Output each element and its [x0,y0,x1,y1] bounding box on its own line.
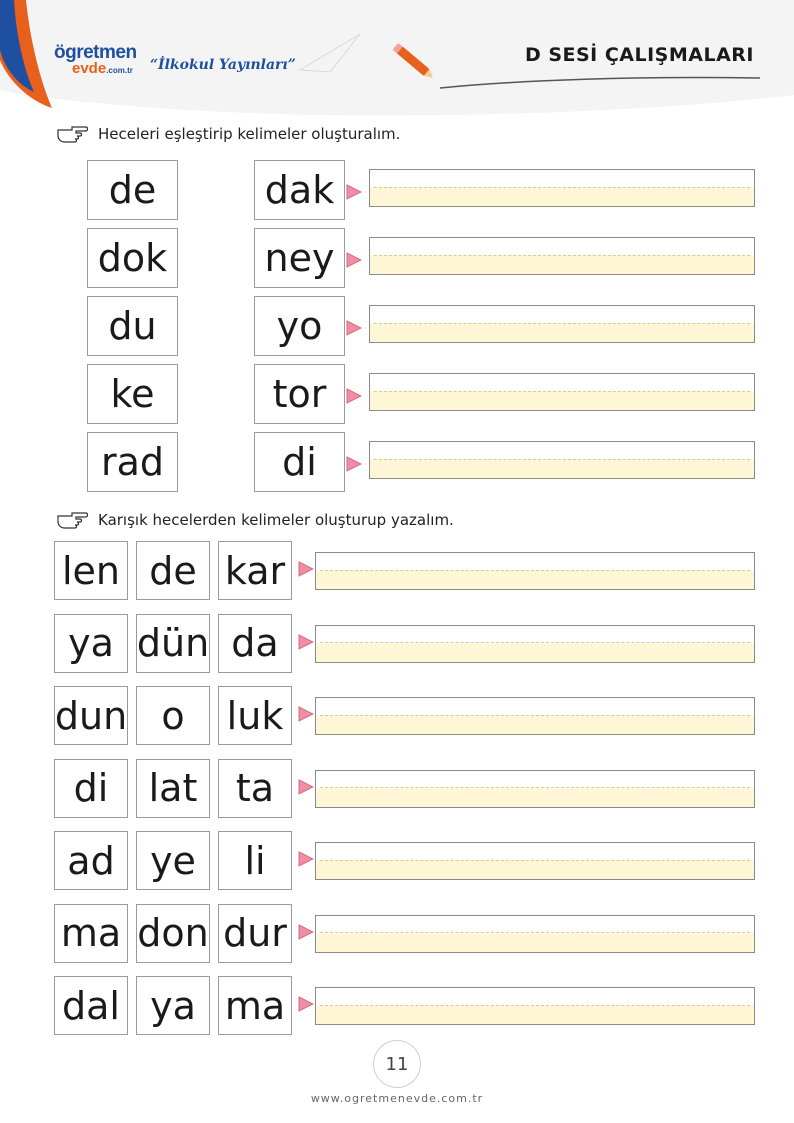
writing-guide-dash [374,459,750,460]
syllable-box: ma [218,976,292,1035]
syllable-box: de [136,541,210,600]
arrow-right-icon [346,320,362,336]
syllable-box: ye [136,831,210,890]
writing-line[interactable] [369,441,755,479]
instruction-1-text: Heceleri eşleştirip kelimeler oluşturalım. [98,125,401,143]
arrow-right-icon [298,706,314,722]
writing-guide-dash [374,323,750,324]
arrow-right-icon [346,388,362,404]
writing-line[interactable] [369,305,755,343]
writing-line[interactable] [315,770,755,808]
syllable-box: ta [218,759,292,818]
syllable-box-right: ney [254,228,345,288]
arrow-right-icon [298,634,314,650]
writing-line[interactable] [315,697,755,735]
arrow-right-icon [298,779,314,795]
writing-line[interactable] [315,915,755,953]
syllable-box: ya [54,614,128,673]
writing-guide-dash [320,715,750,716]
logo-top-text: ögretmen [54,42,137,63]
writing-guide-dash [320,1005,750,1006]
syllable-box-right: yo [254,296,345,356]
syllable-box: kar [218,541,292,600]
syllable-box: lat [136,759,210,818]
instruction-2-text: Karışık hecelerden kelimeler oluşturup yazalım. [98,511,454,529]
page-title: D SESİ ÇALIŞMALARI [524,44,754,66]
arrow-right-icon [298,924,314,940]
syllable-box-left: dok [87,228,178,288]
writing-guide-dash [320,932,750,933]
writing-guide-dash [374,255,750,256]
syllable-box: da [218,614,292,673]
logo-bottom [72,62,137,78]
syllable-box: dün [136,614,210,673]
syllable-box-left: de [87,160,178,220]
syllable-box-left: ke [87,364,178,424]
writing-guide-dash [320,787,750,788]
syllable-box-left: rad [87,432,178,492]
syllable-box: di [54,759,128,818]
writing-line[interactable] [315,987,755,1025]
syllable-box-left: du [87,296,178,356]
pointing-hand-icon [56,124,90,144]
instruction-1 [56,124,400,144]
writing-line[interactable] [315,552,755,590]
syllable-box: ad [54,831,128,890]
writing-guide-dash [320,642,750,643]
syllable-box: o [136,686,210,745]
writing-line[interactable] [315,625,755,663]
arrow-right-icon [298,561,314,577]
logo [54,44,137,78]
syllable-box: luk [218,686,292,745]
syllable-box: len [54,541,128,600]
syllable-box-right: di [254,432,345,492]
arrow-right-icon [346,252,362,268]
writing-line[interactable] [369,169,755,207]
writing-guide-dash [374,391,750,392]
pointing-hand-icon [56,510,90,530]
syllable-box: dur [218,904,292,963]
writing-line[interactable] [369,373,755,411]
arrow-right-icon [298,851,314,867]
page-number: 11 [373,1040,421,1088]
writing-line[interactable] [369,237,755,275]
writing-guide-dash [320,860,750,861]
writing-line[interactable] [315,842,755,880]
syllable-box: ma [54,904,128,963]
arrow-right-icon [346,184,362,200]
syllable-box: ya [136,976,210,1035]
arrow-right-icon [346,456,362,472]
syllable-box: dal [54,976,128,1035]
arrow-right-icon [298,996,314,1012]
website-url: www.ogretmenevde.com.tr [310,1092,484,1105]
publisher-name: “İlkokul Yayınları” [150,57,296,73]
writing-guide-dash [374,187,750,188]
logo-bottom-text: evde [72,60,107,77]
writing-guide-dash [320,570,750,571]
syllable-box: don [136,904,210,963]
instruction-2 [56,510,454,530]
syllable-box-right: dak [254,160,345,220]
logo-domain: .com.tr [106,66,133,75]
syllable-box: li [218,831,292,890]
syllable-box-right: tor [254,364,345,424]
syllable-box: dun [54,686,128,745]
